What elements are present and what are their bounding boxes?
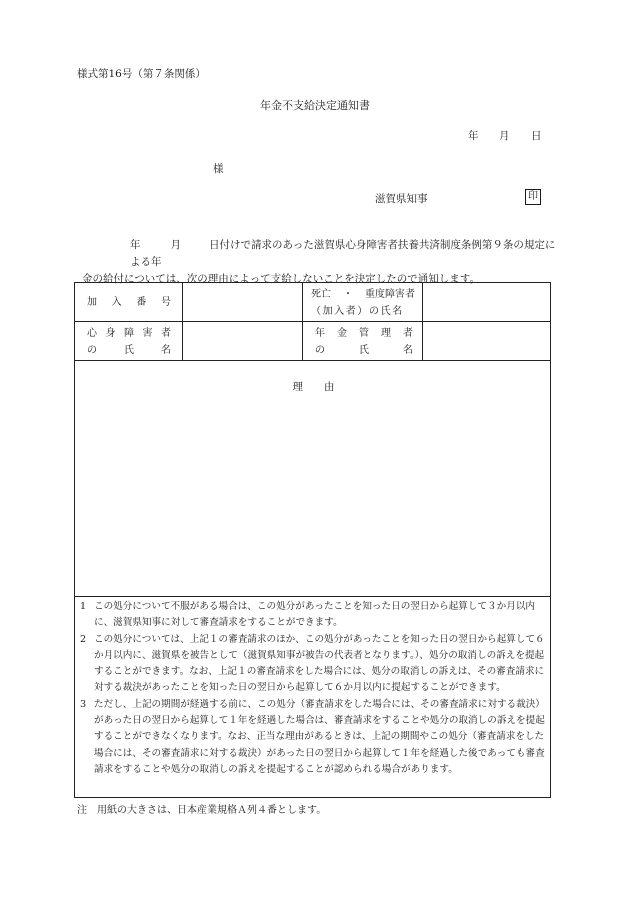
seal-mark: 印: [525, 189, 541, 205]
issuer-name: 滋賀県知事: [375, 193, 428, 205]
body-month: 月: [170, 239, 181, 251]
label-manager-name: 年 金 管 理 者 の 氏 名: [315, 328, 413, 356]
date-day: 日: [531, 130, 542, 142]
date-month: 月: [499, 130, 510, 142]
note-item: 3 ただし、上記の期間が経過する前に、この処分（審査請求をした場合には、その審査請求に対する裁決）があった日の翌日から起算して１年を経過した場合は、審査請求をすることや処分の取消しの訴えを提起することができなくなります。なお、正当な理由があるときは、上記の期間やこの処分（審査請求をした場合には、その審査請求に対する裁決）があった日の翌日から起算して１年を経過した後であっても審査請求をすることや処分の取消しの訴えを提起することが認められる場合があります。: [80, 698, 545, 775]
label-deceased-name: 死亡 ・ 重度障害者 （加入者）の氏名: [311, 289, 415, 317]
body-line2: 金の給付については、次の理由によって支給しないことを決定したので通知します。: [82, 273, 480, 285]
body-year: 年: [130, 239, 141, 251]
paper-size-note: 注 用紙の大きさは、日本産業規格Ａ列４番とします。: [77, 805, 327, 816]
date-year: 年: [468, 130, 479, 142]
notice-body: [82, 237, 562, 288]
reason-heading: 理 由: [292, 381, 335, 393]
document-title: 年金不支給決定通知書: [260, 99, 370, 112]
body-line1: 日付けで請求のあった滋賀県心身障害者扶養共済制度条例第９条の規定による年: [130, 239, 556, 268]
note-item: 1 この処分について不服がある場合は、この処分があったことを知った日の翌日から起算して３か月以内に、滋賀県知事に対して審査請求をすることができます。: [80, 601, 536, 629]
note-item: 2 この処分については、上記１の審査請求のほか、この処分があったことを知った日の翌日から起算して６か月以内に、滋賀県を被告として（滋賀県知事が被告の代表者となります。）、処分の取消しの訴えを提起することができます。なお、上記１の審査請求をした場合には、処分の取消しの訴えは、その審査請求に対する裁決があったことを知った日の翌日から起算して６か月以内に提起することができます。: [80, 633, 545, 694]
label-member-number: 加 入 番 号: [87, 297, 171, 308]
addressee-suffix: 様: [213, 163, 224, 175]
form-number: 様式第16号（第７条関係）: [77, 68, 206, 80]
notes-list: [80, 599, 548, 778]
label-disabled-name: 心 身 障 害 者 の 氏 名: [87, 328, 171, 356]
